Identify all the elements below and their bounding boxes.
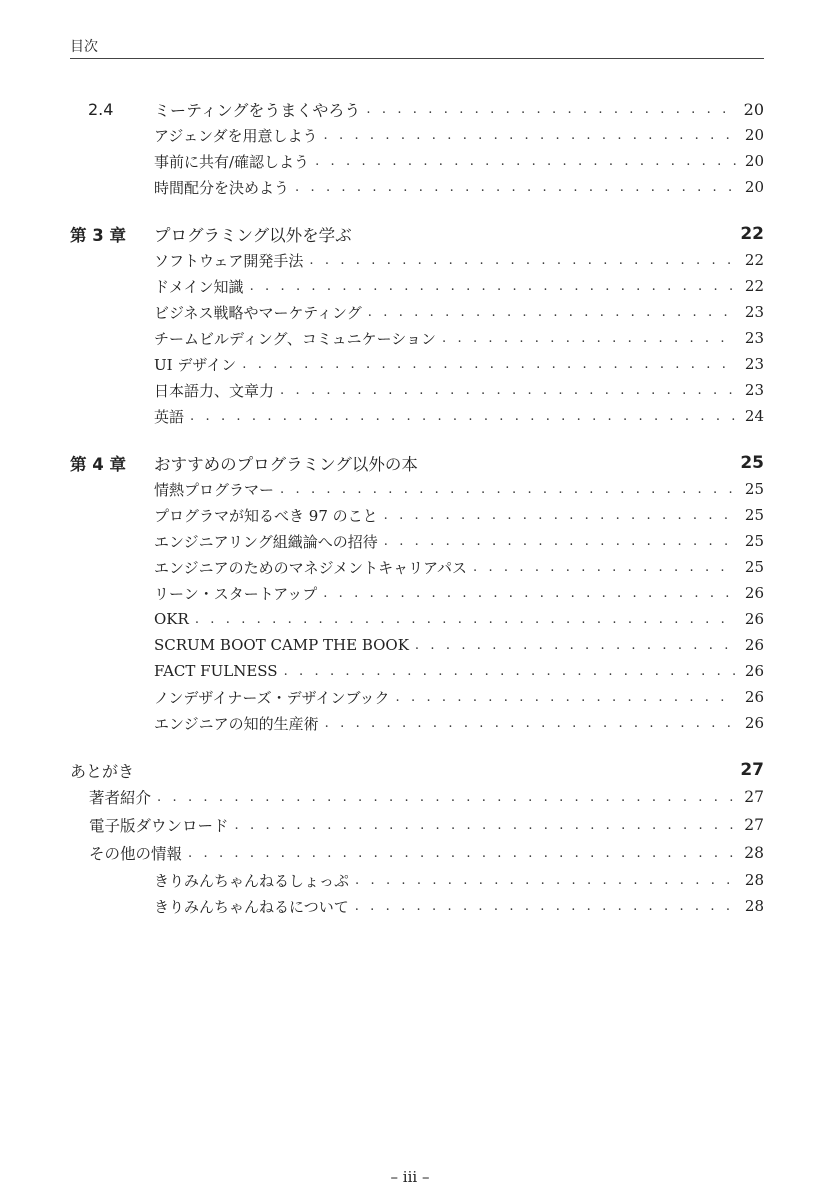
page-number: 23 (744, 381, 764, 399)
toc-entry[interactable] (70, 247, 764, 273)
dot-leader (190, 409, 736, 424)
dot-leader (157, 790, 736, 805)
page-number: 26 (744, 714, 764, 732)
page-number: 26 (744, 688, 764, 706)
dot-leader (295, 180, 736, 195)
toc-entry[interactable] (70, 351, 764, 377)
dot-leader (366, 102, 736, 117)
page-number: 20 (744, 178, 764, 196)
dot-leader (324, 128, 736, 143)
toc-entry[interactable] (70, 893, 764, 919)
chapter-title: あとがき (70, 761, 135, 781)
page-number: 28 (744, 897, 764, 915)
dot-leader (325, 716, 736, 731)
page-number: 28 (744, 871, 764, 889)
toc-entry[interactable] (70, 867, 764, 893)
entry-title: 事前に共有/確認しよう (154, 152, 310, 171)
toc-entry[interactable] (70, 528, 764, 554)
toc-entry[interactable] (70, 554, 764, 580)
section-title: その他の情報 (89, 845, 183, 863)
page-number: 23 (744, 303, 764, 321)
entry-title: UI デザイン (154, 355, 237, 374)
header-title: 目次 (70, 39, 98, 55)
running-header (70, 36, 764, 59)
toc-entry[interactable] (70, 606, 764, 632)
entry-title: 情熱プログラマー (154, 480, 275, 499)
entry-title: 日本語力、文章力 (154, 381, 275, 400)
toc-entry[interactable] (70, 325, 764, 351)
page-number: 23 (744, 355, 764, 373)
page-number: 22 (744, 251, 764, 269)
page-number: 26 (744, 662, 764, 680)
page-number: 20 (744, 152, 764, 170)
dot-leader (473, 560, 736, 575)
dot-leader (415, 638, 736, 653)
chapter-number: 第 3 章 (70, 226, 126, 245)
toc-entry[interactable] (70, 580, 764, 606)
dot-leader (442, 331, 736, 346)
page-number: 20 (743, 99, 764, 119)
entry-title: ビジネス戦略やマーケティング (154, 303, 362, 322)
section-number: 2.4 (88, 99, 114, 119)
entry-title: アジェンダを用意しよう (154, 126, 318, 145)
page-number: 25 (744, 532, 764, 550)
chapter-title: プログラミング以外を学ぶ (154, 226, 352, 245)
section-title: 著者紹介 (89, 789, 152, 807)
toc-entry[interactable] (70, 658, 764, 684)
toc-section[interactable] (70, 839, 764, 867)
page-number: 26 (744, 584, 764, 602)
entry-title: リーン・スタートアップ (154, 584, 318, 603)
dot-leader (284, 664, 736, 679)
dot-leader (315, 154, 736, 169)
page-number: 25 (744, 558, 764, 576)
toc-entry[interactable] (70, 122, 764, 148)
entry-title: プログラマが知るべき 97 のこと (154, 506, 378, 525)
section-title: 電子版ダウンロード (89, 817, 229, 835)
toc-entry[interactable] (70, 299, 764, 325)
page-number: 22 (744, 277, 764, 295)
chapter-number: 第 4 章 (70, 455, 126, 474)
dot-leader (355, 899, 736, 914)
page-number: 26 (744, 610, 764, 628)
page-footer (0, 1168, 820, 1186)
toc-entry[interactable] (70, 174, 764, 200)
page-number: 24 (744, 407, 764, 425)
dot-leader (396, 690, 736, 705)
dot-leader (250, 279, 736, 294)
dot-leader (195, 612, 736, 627)
toc-chapter-4[interactable] (70, 450, 764, 476)
toc-chapter-3[interactable] (70, 221, 764, 247)
entry-title: FACT FULNESS (154, 662, 278, 680)
toc-afterword[interactable] (70, 757, 764, 783)
dot-leader (323, 586, 736, 601)
toc-entry[interactable] (70, 148, 764, 174)
dot-leader (309, 253, 736, 268)
dot-leader (280, 482, 736, 497)
toc-entry[interactable] (70, 710, 764, 736)
page-number: 27 (744, 816, 764, 834)
entry-title: きりみんちゃんねるしょっぷ (154, 871, 350, 890)
entry-title: ドメイン知識 (154, 277, 244, 296)
dot-leader (280, 383, 736, 398)
toc-section-2-4[interactable] (70, 96, 764, 122)
toc-entry[interactable] (70, 476, 764, 502)
toc-entry[interactable] (70, 377, 764, 403)
toc-entry[interactable] (70, 684, 764, 710)
entry-title: 時間配分を決めよう (154, 178, 290, 197)
toc-section[interactable] (70, 783, 764, 811)
page-number: 20 (744, 126, 764, 144)
entry-title: チームビルディング、コミュニケーション (154, 329, 437, 348)
entry-title: ソフトウェア開発手法 (154, 251, 304, 270)
table-of-contents (70, 96, 764, 919)
entry-title: エンジニアリング組織論への招待 (154, 532, 378, 551)
toc-entry[interactable] (70, 273, 764, 299)
dot-leader (384, 508, 736, 523)
page-number: 28 (744, 844, 764, 862)
entry-title: エンジニアの知的生産術 (154, 714, 319, 733)
dot-leader (384, 534, 736, 549)
entry-title: ノンデザイナーズ・デザインブック (154, 688, 390, 707)
section-title: ミーティングをうまくやろう (154, 100, 361, 120)
page-number: 27 (740, 760, 764, 780)
dot-leader (235, 818, 736, 833)
dot-leader (355, 873, 736, 888)
entry-title: OKR (154, 610, 189, 628)
entry-title: SCRUM BOOT CAMP THE BOOK (154, 636, 409, 654)
entry-title: エンジニアのためのマネジメントキャリアパス (154, 558, 467, 577)
page-number: 27 (744, 788, 764, 806)
page-number: 25 (740, 453, 764, 473)
dot-leader (368, 305, 736, 320)
toc-entry[interactable] (70, 403, 764, 429)
entry-title: きりみんちゃんねるについて (154, 897, 349, 916)
page-number: 23 (744, 329, 764, 347)
toc-section[interactable] (70, 811, 764, 839)
dot-leader (188, 846, 736, 861)
toc-entry[interactable] (70, 632, 764, 658)
page-number: 26 (744, 636, 764, 654)
dot-leader (242, 357, 736, 372)
toc-entry[interactable] (70, 502, 764, 528)
entry-title: 英語 (154, 407, 185, 426)
page-number: 22 (740, 224, 764, 244)
chapter-title: おすすめのプログラミング以外の本 (154, 455, 418, 474)
folio: – iii – (390, 1168, 430, 1186)
page-number: 25 (744, 480, 764, 498)
page-number: 25 (744, 506, 764, 524)
